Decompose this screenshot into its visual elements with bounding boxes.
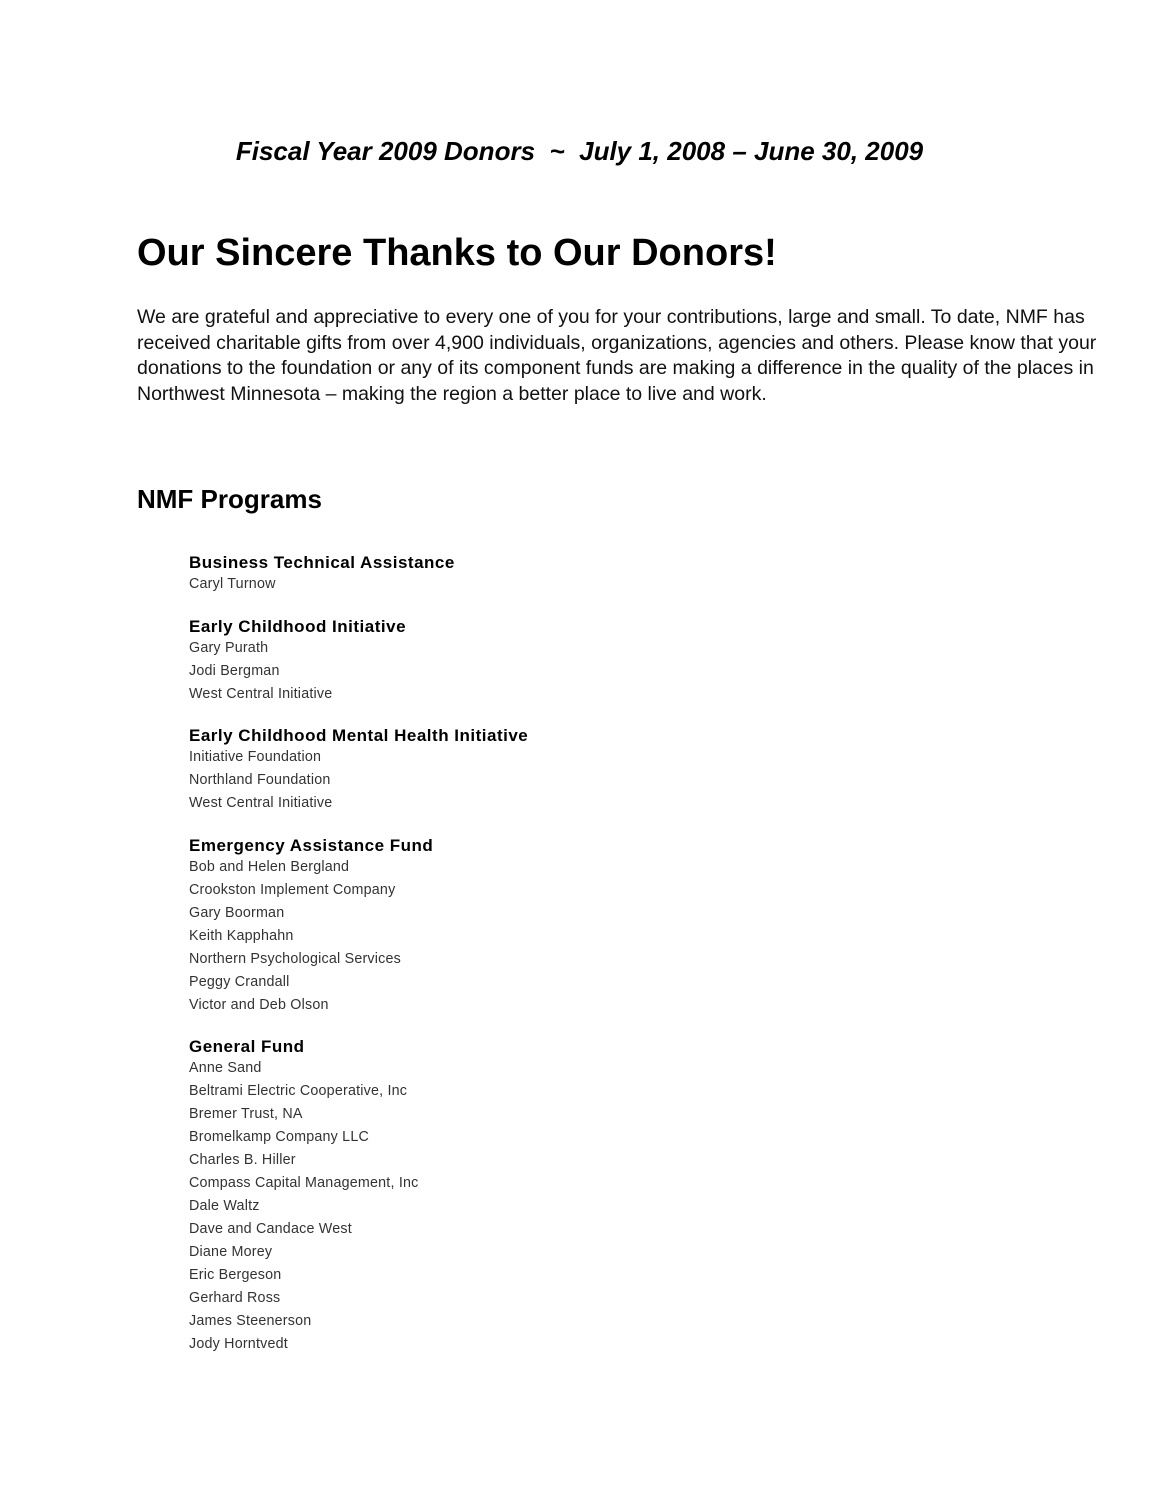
program-section [189,835,528,1017]
program-section [189,1036,528,1356]
intro-paragraph: We are grateful and appreciative to every one of you for your contributions, large and small. To date, NMF has received charitable gifts from over 4,900 individuals, organizations, agencies and others. Please know that your donations to the foundation or any of its component funds are making a difference in the quality of the places in Northwest Minnesota – making the region a better place to live and work. [137,306,1097,405]
donor-name: Initiative Foundation [189,749,322,765]
donor-name: Jody Horntvedt [189,1336,288,1352]
donor-name: Caryl Turnow [189,576,276,592]
donor-name: Jodi Bergman [189,662,280,679]
program-section [189,725,528,815]
donor-name: Beltrami Electric Cooperative, Inc [189,1083,408,1099]
donor-name: Bremer Trust, NA [189,1106,303,1122]
programs-list [189,552,528,1376]
donor-name: Gerhard Ross [189,1290,281,1306]
donor-name: Peggy Crandall [189,973,290,990]
donor-name: Gary Boorman [189,904,285,921]
donor-name: West Central Initiative [189,685,333,702]
donor-name: Charles B. Hiller [189,1152,296,1168]
programs-heading: NMF Programs [137,484,322,514]
program-title: Early Childhood Mental Health Initiative [189,726,529,745]
donor-name: Northern Psychological Services [189,950,402,967]
page-title: Our Sincere Thanks to Our Donors! [137,232,777,274]
donor-name: West Central Initiative [189,795,333,811]
donor-name: Diane Morey [189,1244,273,1260]
donor-name: Dale Waltz [189,1198,260,1214]
program-title: Early Childhood Initiative [189,616,407,636]
donor-name: James Steenerson [189,1313,312,1329]
donor-name: Bob and Helen Bergland [189,858,350,875]
donor-name: Dave and Candace West [189,1221,352,1237]
fiscal-year-heading: Fiscal Year 2009 Donors ~ July 1, 2008 – June 30, 2009 [235,136,924,166]
donor-name: Eric Bergeson [189,1267,282,1283]
program-title: General Fund [189,1037,305,1056]
donor-name: Victor and Deb Olson [189,996,329,1013]
donor-name: Keith Kapphahn [189,927,294,944]
donor-name: Compass Capital Management, Inc [189,1175,419,1191]
program-section [189,552,528,596]
donor-name: Anne Sand [189,1060,262,1076]
donor-name: Northland Foundation [189,772,331,788]
donor-name: Bromelkamp Company LLC [189,1129,370,1145]
donor-name: Gary Purath [189,639,269,656]
program-title: Business Technical Assistance [189,553,455,572]
program-title: Emergency Assistance Fund [189,835,434,855]
donor-name: Crookston Implement Company [189,881,396,898]
program-section [189,616,528,706]
